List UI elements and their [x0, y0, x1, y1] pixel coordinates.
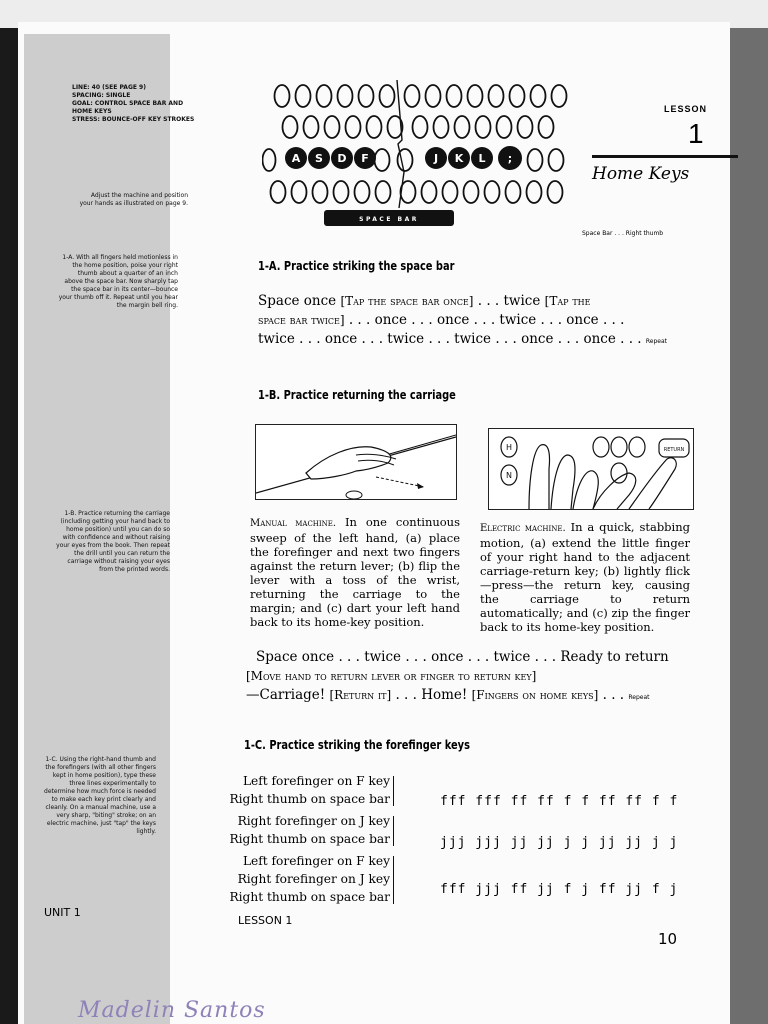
home-key-l: L — [478, 152, 486, 165]
margin-note-adjust: Adjust the machine and position your hands as illustrated on page 9. — [79, 192, 188, 207]
key-row-1 — [275, 85, 567, 107]
row-3-label-1: Left forefinger on F key — [242, 854, 390, 868]
drill-1a-cue-2: [Tap the — [544, 294, 591, 308]
drill-1b-text-1: —Carriage! — [246, 687, 330, 703]
drill-1b-cue-2: [Return it] — [329, 688, 392, 702]
home-key-d: D — [337, 152, 347, 165]
drill-1b-text-2: . . . Home! — [391, 687, 472, 703]
drill-1b-cue-3: [Fingers on home keys] — [471, 688, 599, 702]
meta-stress: STRESS: BOUNCE-OFF KEY STROKES — [72, 116, 195, 123]
row-1-drill: fff fff ff ff f f ff ff f f — [440, 794, 679, 809]
row-2-labels — [229, 812, 390, 848]
row-2-drill: jjj jjj jj jj j j jj jj j j — [440, 835, 679, 850]
drill-1a-text-2: . . . twice — [473, 293, 545, 309]
svg-text:N: N — [506, 471, 512, 480]
spacebar-note: Space Bar . . . Right thumb — [582, 230, 664, 237]
drill-1b-line-2 — [246, 667, 536, 686]
lesson-label: LESSON — [664, 104, 708, 114]
heading-1a: 1-A. Practice striking the space bar — [258, 259, 455, 273]
row-2-label-1: Right forefinger on J key — [237, 814, 390, 828]
home-key-s: S — [315, 152, 323, 165]
page-number: 10 — [658, 930, 678, 948]
drill-1b-cue-1: [Move hand to return lever or finger to return key] — [246, 669, 537, 683]
manual-caption-text: In one continuous sweep of the left hand, (a) place the forefinger and next two fingers against the return lever; (b) flip the lever with a toss of the wrist, returning the carriage to the margin; and (c) dart your left hand back to its home-key position. — [250, 515, 460, 629]
electric-machine-caption — [480, 520, 690, 634]
row-1-labels — [229, 772, 390, 808]
row-3-drill: fff jjj ff jj f j ff jj f j — [440, 882, 679, 897]
drill-1a-line-3 — [258, 330, 667, 351]
lesson-title: Home Keys — [592, 164, 690, 184]
row-3-labels — [229, 852, 390, 906]
row-3-label-2: Right forefinger on J key — [237, 872, 390, 886]
space-bar-label: SPACE BAR — [359, 216, 419, 223]
unit-label: UNIT 1 — [44, 906, 81, 919]
svg-text:H: H — [505, 443, 513, 452]
return-key-label: RETURN — [663, 447, 685, 453]
meta-goal: GOAL: CONTROL SPACE BAR AND HOME KEYS — [72, 100, 184, 115]
manual-machine-illustration — [255, 424, 457, 500]
handwritten-signature: Madelin Santos — [78, 998, 266, 1023]
margin-note-1c: 1-C. Using the right-hand thumb and the forefingers (with all other fingers kept in home position), type these three lines experimentally to determine how much force is needed to make each key print clearly and cleanly. On a manual machine, use a very sharp, "biting" stroke; on an electric machine, just "tap" the keys lightly. — [44, 756, 156, 835]
electric-caption-text: In a quick, stabbing motion, (a) extend the little finger of your right hand to the adjacent carriage-return key; (b) lightly flick—press—the return key, causing the carriage to return automatically; and (c) zip the finger back to its home-key position. — [480, 520, 690, 634]
drill-1a-cue-1: [Tap the space bar once] — [340, 294, 474, 308]
electric-caption-label: Electric machine. — [480, 523, 566, 534]
meta-spacing: SPACING: SINGLE — [72, 92, 131, 99]
margin-note-1a: 1-A. With all fingers held motionless in the home position, poise your right thumb about a quarter of an inch above the space bar. Now sharply tap the space bar in its center—bounce your thumb off it. Repeat until you hear the margin bell ring. — [58, 254, 178, 309]
row-3-label-3: Right thumb on space bar — [229, 890, 390, 904]
row-1-label-2: Right thumb on space bar — [229, 792, 390, 806]
drill-1b-line-1: Space once . . . twice . . . once . . . twice . . . Ready to return — [256, 649, 669, 665]
drill-1a-text-1: Space once — [258, 293, 341, 309]
keyboard-diagram — [262, 80, 582, 230]
drill-1a-text-4: twice . . . once . . . twice . . . twice . . . once . . . once . . . — [258, 331, 642, 347]
key-row-4 — [271, 181, 563, 203]
heading-1c: 1-C. Practice striking the forefinger keys — [244, 738, 470, 752]
repeat-label-1b: Repeat — [628, 694, 650, 701]
lesson-meta — [72, 84, 198, 124]
heading-1b: 1-B. Practice returning the carriage — [258, 388, 456, 402]
margin-note-1b: 1-B. Practice returning the carriage (including getting your hand back to home position) until you can do so with confidence and without raising your eyes from the book. Then repeat the drill until you can return the carriage without raising your eyes from the printed words. — [56, 510, 170, 573]
electric-machine-illustration — [488, 428, 694, 510]
drill-1a-line-1 — [258, 292, 590, 311]
title-rule — [592, 155, 738, 158]
manual-caption-label: Manual machine. — [250, 518, 337, 529]
home-key-k: K — [454, 152, 464, 165]
drill-1a-line-2 — [258, 311, 624, 330]
home-key-a: A — [291, 152, 301, 165]
home-key-j: J — [433, 152, 439, 165]
drill-1a-text-3: . . . once . . . once . . . twice . . . once . . . — [344, 312, 625, 328]
row-2-label-2: Right thumb on space bar — [229, 832, 390, 846]
drill-1b-text-3: . . . — [598, 687, 625, 703]
drill-1a-cue-3: space bar twice] — [258, 313, 345, 327]
key-row-2 — [283, 116, 554, 138]
row-2-brace — [390, 816, 394, 846]
footer-lesson: LESSON 1 — [238, 914, 293, 927]
row-1-brace — [390, 776, 394, 806]
home-key-f: F — [361, 152, 369, 165]
meta-line: LINE: 40 (SEE PAGE 9) — [72, 84, 146, 91]
repeat-label-1a: Repeat — [645, 338, 668, 345]
home-key-semicolon: ; — [507, 152, 513, 165]
lesson-number: 1 — [688, 118, 704, 149]
manual-machine-caption — [250, 515, 460, 629]
row-1-label-1: Left forefinger on F key — [242, 774, 390, 788]
row-3-brace — [390, 856, 394, 904]
drill-1b-line-3 — [246, 686, 650, 707]
